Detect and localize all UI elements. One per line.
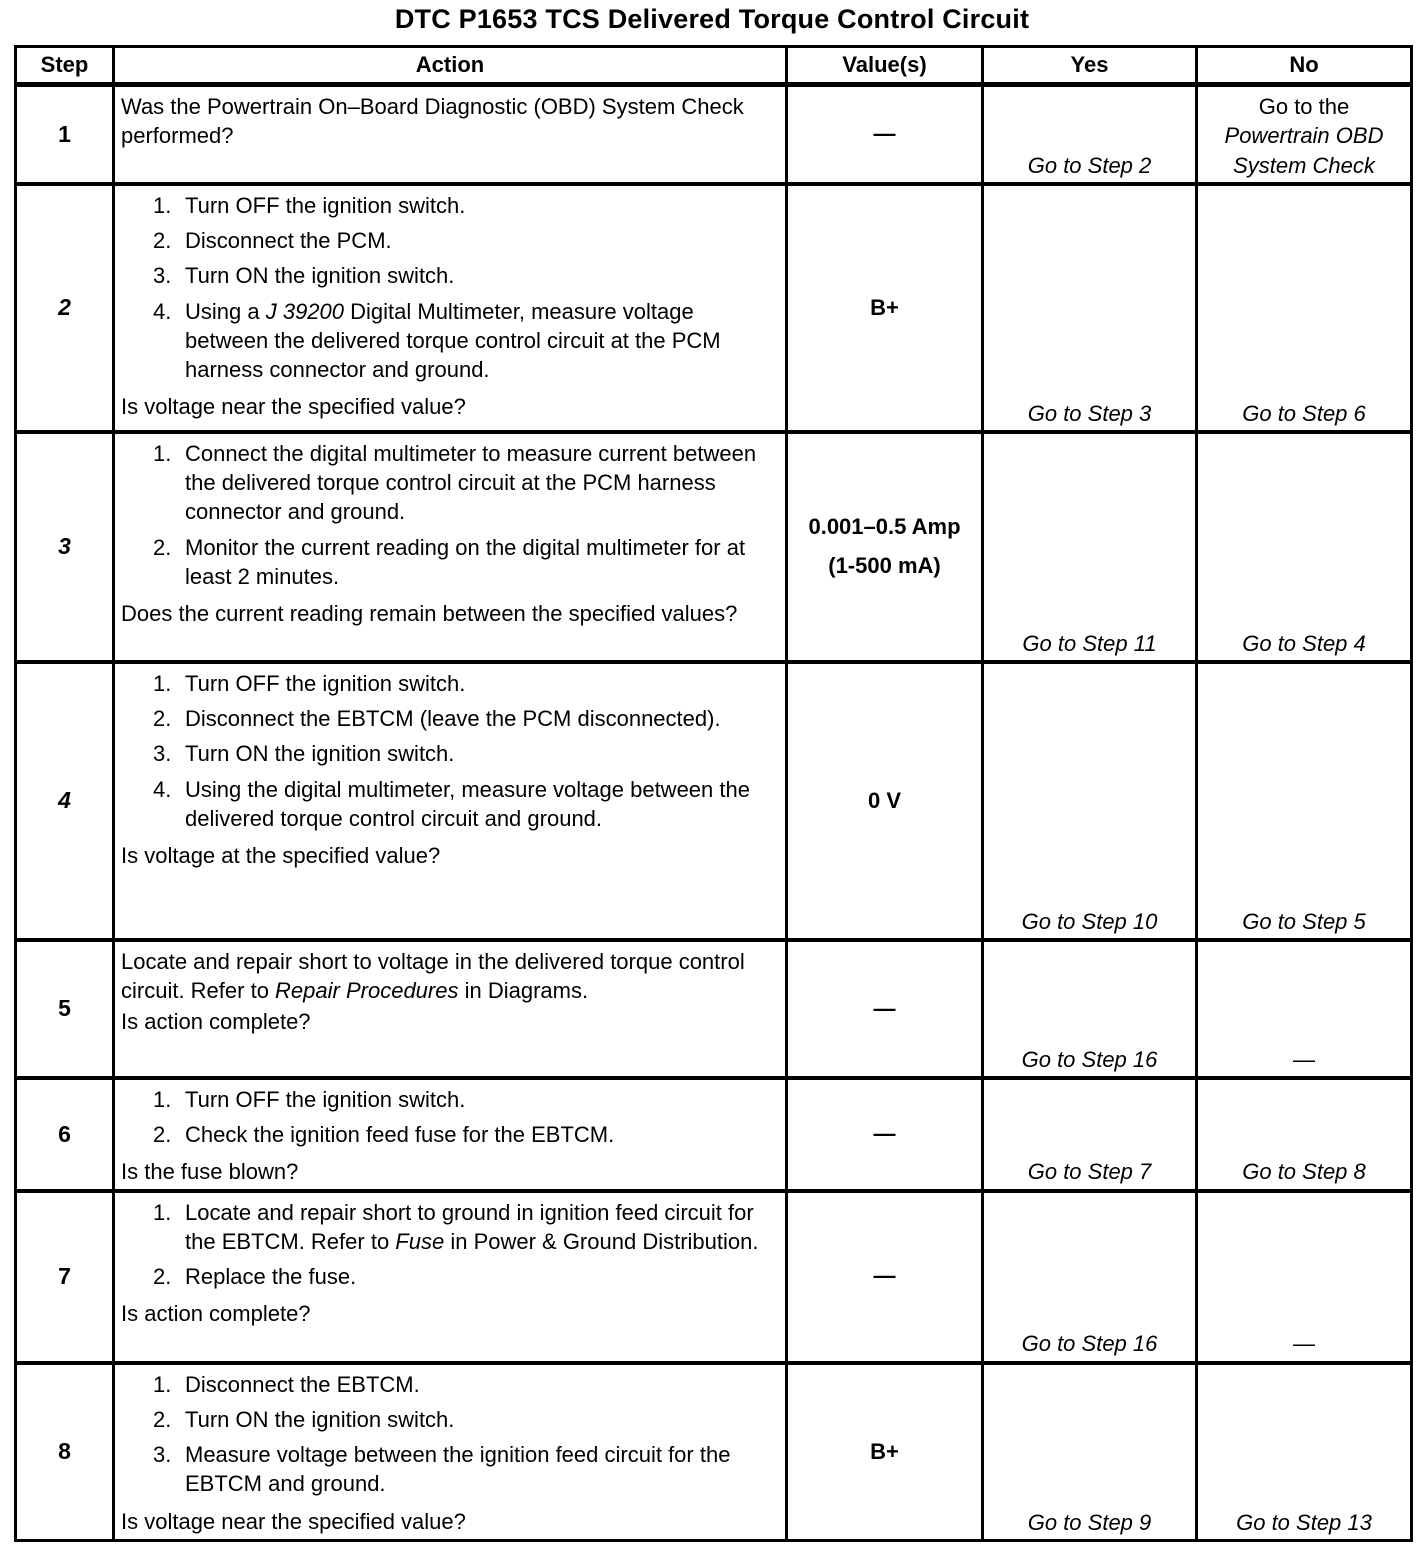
action-cell bbox=[114, 1191, 787, 1363]
table-row-step-4 bbox=[16, 662, 1412, 940]
value-cell: 0 V bbox=[787, 662, 983, 940]
value-cell: — bbox=[787, 1078, 983, 1191]
value-cell: B+ bbox=[787, 1363, 983, 1541]
no-cell: Go to Step 4 bbox=[1197, 432, 1412, 662]
list-item: 2. Check the ignition feed fuse for the EBTCM. bbox=[153, 1122, 615, 1147]
action-cell bbox=[114, 940, 787, 1078]
step-number: 2 bbox=[16, 184, 114, 432]
no-cell bbox=[1197, 85, 1412, 184]
action-question: Is the fuse blown? bbox=[121, 1159, 299, 1185]
list-item: 1. Locate and repair short to ground in ignition feed circuit for the EBTCM. Refer to Fuse in Power & Ground Distribution. bbox=[153, 1199, 759, 1254]
list-item: 2. Disconnect the EBTCM (leave the PCM disconnected). bbox=[153, 706, 721, 731]
list-item: 3. Turn ON the ignition switch. bbox=[153, 741, 455, 767]
list-item: 4. Using the digital multimeter, measure voltage between the delivered torque control circuit and ground. bbox=[153, 776, 750, 831]
action-list bbox=[121, 1085, 777, 1156]
step-number: 1 bbox=[16, 85, 114, 184]
action-question: Is action complete? bbox=[121, 1301, 311, 1327]
no-text: Go to the bbox=[1258, 94, 1350, 119]
header-values: Value(s) bbox=[787, 47, 983, 85]
table-row-step-3 bbox=[16, 432, 1412, 662]
list-item: 2. Replace the fuse. bbox=[153, 1264, 357, 1289]
action-cell bbox=[114, 184, 787, 432]
no-text-italic: Powertrain OBD System Check bbox=[1224, 123, 1384, 178]
yes-cell: Go to Step 11 bbox=[983, 432, 1197, 662]
value-line: 0.001–0.5 Amp bbox=[808, 514, 961, 540]
step-number: 3 bbox=[16, 432, 114, 662]
action-list bbox=[121, 1370, 777, 1505]
value-cell: B+ bbox=[787, 184, 983, 432]
no-cell: — bbox=[1197, 1191, 1412, 1363]
value-cell: — bbox=[787, 85, 983, 184]
action-text: Locate and repair short to voltage in the delivered torque control circuit. Refer to Repair Procedures in Diagrams. bbox=[121, 948, 745, 1003]
action-cell bbox=[114, 1078, 787, 1191]
step-number: 5 bbox=[16, 940, 114, 1078]
action-question: Is action complete? bbox=[121, 1009, 311, 1035]
no-cell: Go to Step 13 bbox=[1197, 1363, 1412, 1541]
header-step: Step bbox=[16, 47, 114, 85]
list-item: 3. Turn ON the ignition switch. bbox=[153, 263, 455, 289]
action-cell bbox=[114, 1363, 787, 1541]
yes-cell: Go to Step 16 bbox=[983, 1191, 1197, 1363]
action-text: Was the Powertrain On–Board Diagnostic (OBD) System Check performed? bbox=[121, 94, 744, 149]
yes-cell: Go to Step 10 bbox=[983, 662, 1197, 940]
no-cell: Go to Step 8 bbox=[1197, 1078, 1412, 1191]
table-row-step-8 bbox=[16, 1363, 1412, 1541]
step-number: 8 bbox=[16, 1363, 114, 1541]
diagnostic-table bbox=[14, 45, 1413, 1542]
value-cell: — bbox=[787, 940, 983, 1078]
value-cell: — bbox=[787, 1191, 983, 1363]
list-item: 1. Turn OFF the ignition switch. bbox=[153, 1086, 466, 1112]
header-no: No bbox=[1197, 47, 1412, 85]
list-item: 4. Using a J 39200 Digital Multimeter, measure voltage between the delivered torque control circuit at the PCM harness connector and ground. bbox=[153, 298, 721, 382]
table-row-step-1 bbox=[16, 85, 1412, 184]
action-question: Is voltage near the specified value? bbox=[121, 394, 466, 420]
header-action: Action bbox=[114, 47, 787, 85]
yes-cell: Go to Step 16 bbox=[983, 940, 1197, 1078]
no-cell: Go to Step 6 bbox=[1197, 184, 1412, 432]
action-list bbox=[121, 669, 777, 839]
action-cell bbox=[114, 85, 787, 184]
action-list bbox=[121, 439, 777, 597]
list-item: 2. Monitor the current reading on the digital multimeter for at least 2 minutes. bbox=[153, 534, 746, 589]
table-row-step-2 bbox=[16, 184, 1412, 432]
action-cell bbox=[114, 662, 787, 940]
action-list bbox=[121, 191, 777, 391]
step-number: 7 bbox=[16, 1191, 114, 1363]
no-cell: — bbox=[1197, 940, 1412, 1078]
table-row-step-7 bbox=[16, 1191, 1412, 1363]
table-row-step-6 bbox=[16, 1078, 1412, 1191]
list-item: 1. Turn OFF the ignition switch. bbox=[153, 670, 466, 696]
step-number: 6 bbox=[16, 1078, 114, 1191]
yes-cell: Go to Step 7 bbox=[983, 1078, 1197, 1191]
yes-cell: Go to Step 3 bbox=[983, 184, 1197, 432]
table-row-step-5 bbox=[16, 940, 1412, 1078]
value-cell bbox=[787, 432, 983, 662]
list-item: 2. Disconnect the PCM. bbox=[153, 228, 392, 253]
value-line: (1-500 mA) bbox=[828, 552, 941, 578]
list-item: 2. Turn ON the ignition switch. bbox=[153, 1406, 455, 1432]
action-list bbox=[121, 1198, 777, 1298]
step-number: 4 bbox=[16, 662, 114, 940]
list-item: 1. Connect the digital multimeter to measure current between the delivered torque control circuit at the PCM harness connector and ground. bbox=[153, 440, 757, 525]
yes-cell: Go to Step 2 bbox=[983, 85, 1197, 184]
action-question: Is voltage near the specified value? bbox=[121, 1508, 466, 1534]
action-question: Does the current reading remain between the specified values? bbox=[121, 601, 738, 626]
list-item: 1. Disconnect the EBTCM. bbox=[153, 1371, 420, 1397]
list-item: 3. Measure voltage between the ignition feed circuit for the EBTCM and ground. bbox=[153, 1442, 731, 1497]
no-cell: Go to Step 5 bbox=[1197, 662, 1412, 940]
action-question: Is voltage at the specified value? bbox=[121, 843, 441, 868]
action-cell bbox=[114, 432, 787, 662]
header-yes: Yes bbox=[983, 47, 1197, 85]
yes-cell: Go to Step 9 bbox=[983, 1363, 1197, 1541]
list-item: 1. Turn OFF the ignition switch. bbox=[153, 192, 466, 218]
page-title: DTC P1653 TCS Delivered Torque Control Circuit bbox=[394, 4, 1030, 34]
table-header-row bbox=[16, 47, 1412, 85]
